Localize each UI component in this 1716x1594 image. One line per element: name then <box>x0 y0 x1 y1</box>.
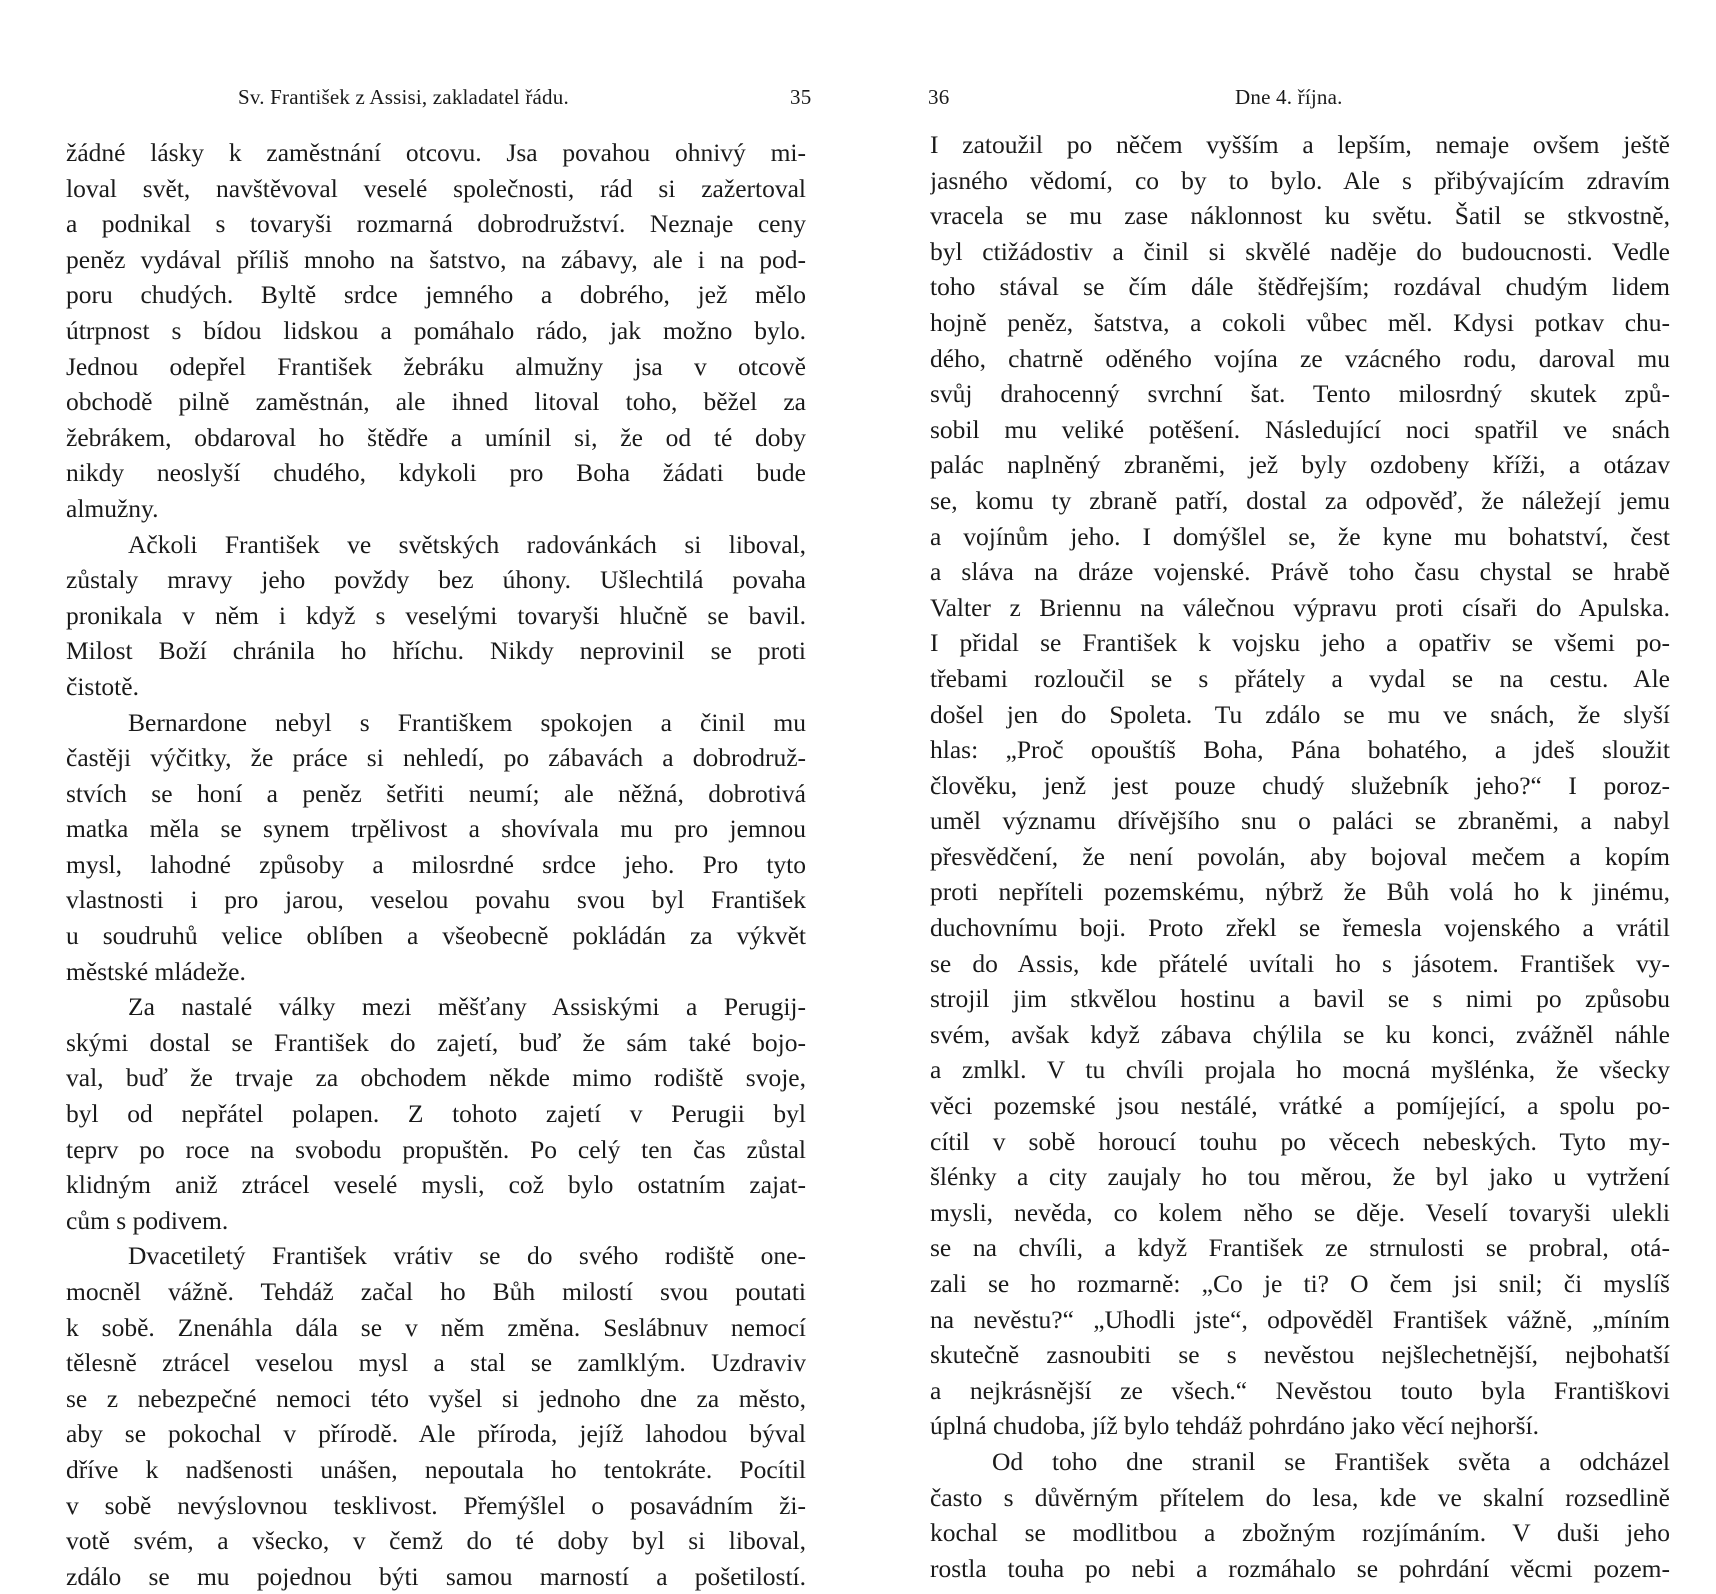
text-line: val, buď že trvaje za obchodem někde mimo rodiště svoje, <box>66 1063 806 1093</box>
text-line: mysl, lahodné způsoby a milosrdné srdce jeho. Pro tyto <box>66 849 806 879</box>
text-line: kochal se modlitbou a zbožným rozjímáním. V duši jeho <box>930 1518 1670 1548</box>
text-line: hlas: „Proč opouštíš Boha, Pána bohatého, a jdeš sloužit <box>930 735 1670 765</box>
text-line: šlénky a city zaujaly ho tou měrou, že byl jako u vytržení <box>930 1162 1670 1192</box>
text-line: se na chvíli, a když František ze strnulosti se probral, otá- <box>930 1233 1670 1263</box>
text-line: poru chudých. Byltě srdce jemného a dobrého, jež mělo <box>66 280 806 310</box>
text-line: třebami rozloučil se s přátely a vydal se na cestu. Ale <box>930 663 1670 693</box>
text-line: peněz vydával příliš mnoho na šatstvo, na zábavy, ale i na pod- <box>66 244 806 274</box>
text-line: obchodě pilně zaměstnán, ale ihned litoval toho, běžel za <box>66 387 806 417</box>
text-line: Jednou odepřel František žebráku almužny jsa v otcově <box>66 351 806 381</box>
text-line: stvích se honí a peněz šetřiti neumí; ale něžná, dobrotivá <box>66 778 806 808</box>
text-line: čistotě. <box>66 671 139 701</box>
text-line: a vojínům jeho. I domýšlel se, že kyne mu bohatství, čest <box>930 521 1670 551</box>
text-line: palác naplněný zbraněmi, jež byly ozdobeny kříži, a otázav <box>930 450 1670 480</box>
text-line: jasného vědomí, co by to bylo. Ale s přibývajícím zdravím <box>930 165 1670 195</box>
text-line: Za nastalé války mezi měšťany Assiskými a Perugij- <box>128 992 806 1022</box>
text-line: sobil mu veliké potěšení. Následující noci spatřil ve snách <box>930 414 1670 444</box>
text-line: Ačkoli František ve světských radovánkách si liboval, <box>128 529 806 559</box>
text-line: I přidal se František k vojsku jeho a opatřiv se všemi po- <box>930 628 1670 658</box>
text-line: proti nepříteli pozemskému, nýbrž že Bůh volá ho k jinému, <box>930 877 1670 907</box>
text-line: uměl významu dřívějšího snu o paláci se zbraněmi, a nabyl <box>930 806 1670 836</box>
right-page <box>858 0 1716 1583</box>
text-line: úplná chudoba, jíž bylo tehdáž pohrdáno jako věcí nejhorší. <box>930 1411 1539 1441</box>
text-line: zali se ho rozmarně: „Co je ti? O čem jsi snil; či myslíš <box>930 1269 1670 1298</box>
text-line: věci pozemské jsou nestálé, vrátké a pomíjející, a spolu po- <box>930 1091 1670 1121</box>
text-line: Od toho dne stranil se František světa a odcházel <box>992 1446 1670 1476</box>
left-page <box>0 0 858 1591</box>
text-line: mocněl vážně. Tehdáž začal ho Bůh milostí svou poutati <box>66 1277 806 1306</box>
text-line: útrpnost s bídou lidskou a pomáhalo rádo, jak možno bylo. <box>66 315 806 345</box>
text-line: a podnikal s tovaryši rozmarná dobrodružství. Neznaje ceny <box>66 209 806 239</box>
page-number: 36 <box>928 85 950 109</box>
text-line: žádné lásky k zaměstnání otcovu. Jsa povahou ohnivý mi- <box>66 138 806 167</box>
text-line: zůstaly mravy jeho povždy bez úhony. Ušlechtilá povaha <box>66 565 806 595</box>
text-line: k sobě. Znenáhla dála se v něm změna. Seslábnuv nemocí <box>66 1312 806 1342</box>
running-head-title: Dne 4. října. <box>1235 85 1343 109</box>
text-line: vlastnosti i pro jarou, veselou povahu svou byl František <box>66 885 806 915</box>
text-line: nikdy neoslyší chudého, kdykoli pro Boha žádati bude <box>66 458 806 488</box>
text-line: svém, avšak když zábava chýlila se ku konci, zvážněl náhle <box>930 1019 1670 1049</box>
text-line: aby se pokochal v přírodě. Ale příroda, jejíž lahodou býval <box>66 1419 806 1449</box>
text-line: se do Assis, kde přátelé uvítali ho s jásotem. František vy- <box>930 948 1670 978</box>
text-line: dého, chatrně oděného vojína ze vzácného rodu, daroval mu <box>930 343 1670 373</box>
text-column <box>930 127 1670 1586</box>
text-line: cítil v sobě horoucí touhu po věcech nebeských. Tyto my- <box>930 1126 1670 1156</box>
text-line: a zmlkl. V tu chvíli projala ho mocná myšlénka, že všecky <box>930 1055 1670 1085</box>
text-line: skými dostal se František do zajetí, buď že sám také bojo- <box>66 1027 806 1057</box>
text-line: u soudruhů velice oblíben a všeobecně pokládán za výkvět <box>66 921 806 951</box>
text-line: dříve k nadšenosti unášen, nepoutala ho tentokráte. Pocítil <box>66 1454 806 1484</box>
text-line: městské mládeže. <box>66 956 246 986</box>
text-line: přesvědčení, že není povolán, aby bojoval mečem a kopím <box>930 841 1670 871</box>
text-line: se z nebezpečné nemoci této vyšel si jednoho dne za město, <box>66 1383 806 1413</box>
text-line: mysli, nevěda, co kolem něho se děje. Veselí tovaryši ulekli <box>930 1197 1670 1227</box>
text-line: almužny. <box>66 493 159 523</box>
text-line: byl od nepřátel polapen. Z tohoto zajetí v Perugii byl <box>66 1099 806 1129</box>
text-line: v sobě nevýslovnou tesklivost. Přemýšlel o posavádním ži- <box>66 1490 806 1520</box>
text-line: vracela se mu zase náklonnost ku světu. Šatil se stkvostně, <box>930 201 1670 231</box>
text-line: strojil jim stkvělou hostinu a bavil se s nimi po způsobu <box>930 984 1670 1014</box>
text-line: duchovnímu boji. Proto zřekl se řemesla vojenského a vrátil <box>930 913 1670 943</box>
text-line: tělesně ztrácel veselou mysl a stal se zamlklým. Uzdraviv <box>66 1348 806 1378</box>
text-line: skutečně zasnoubiti se s nevěstou nejšlechetnější, nejbohatší <box>930 1340 1670 1370</box>
text-line: matka měla se synem trpělivost a shovívala mu pro jemnou <box>66 814 806 844</box>
text-line: byl ctižádostiv a činil si skvělé naděje do budoucnosti. Vedle <box>930 236 1670 266</box>
text-line: votě svém, a všecko, v čemž do té doby byl si liboval, <box>66 1526 806 1556</box>
text-line: cům s podivem. <box>66 1205 229 1235</box>
text-line: Milost Boží chránila ho hříchu. Nikdy neprovinil se proti <box>66 636 806 666</box>
text-line: I zatoužil po něčem vyšším a lepším, nemaje ovšem ještě <box>930 130 1670 159</box>
text-line: a nejkrásnější ze všech.“ Nevěstou touto byla Františkovi <box>930 1375 1670 1405</box>
text-line: častěji výčitky, že práce si nehledí, po zábavách a dobrodruž- <box>66 743 806 773</box>
running-head-title: Sv. František z Assisi, zakladatel řádu. <box>238 85 569 109</box>
text-line: často s důvěrným přítelem do lesa, kde ve skalní rozsedlině <box>930 1482 1670 1512</box>
text-line: Valter z Briennu na válečnou výpravu proti císaři do Apulska. <box>930 592 1670 622</box>
text-line: Dvacetiletý František vrátiv se do svého rodiště one- <box>128 1241 806 1271</box>
text-line: člověku, jenž jest pouze chudý služebník jeho?“ I poroz- <box>930 770 1670 800</box>
text-line: rostla touha po nebi a rozmáhalo se pohrdání věcmi pozem- <box>930 1553 1670 1583</box>
text-line: hojně peněz, šatstva, a cokoli vůbec měl. Kdysi potkav chu- <box>930 307 1670 337</box>
text-line: žebrákem, obdaroval ho štědře a umínil si, že od té doby <box>66 422 806 452</box>
text-line: pronikala v něm i když s veselými tovaryši hlučně se bavil. <box>66 600 806 630</box>
text-line: a sláva na dráze vojenské. Právě toho času chystal se hrabě <box>930 557 1670 587</box>
text-line: klidným aniž ztrácel veselé mysli, což bylo ostatním zajat- <box>66 1170 806 1200</box>
text-line: na nevěstu?“ „Uhodli jste“, odpověděl František vážně, „míním <box>930 1304 1670 1334</box>
text-column <box>66 135 806 1594</box>
text-line: se, komu ty zbraně patří, dostal za odpověď, že náležejí jemu <box>930 485 1670 515</box>
text-line: loval svět, navštěvoval veselé společnosti, rád si zažertoval <box>66 173 806 203</box>
text-line: toho stával se čím dále štědřejším; rozdával chudým lidem <box>930 272 1670 302</box>
text-line: došel jen do Spoleta. Tu zdálo se mu ve snách, že slyší <box>930 699 1670 729</box>
page-number: 35 <box>790 85 812 109</box>
text-line: svůj drahocenný svrchní šat. Tento milosrdný skutek způ- <box>930 379 1670 409</box>
text-line: teprv po roce na svobodu propuštěn. Po celý ten čas zůstal <box>66 1134 806 1164</box>
text-line: Bernardone nebyl s Františkem spokojen a činil mu <box>128 707 806 737</box>
text-line: zdálo se mu pojednou býti samou marností a pošetilostí. <box>66 1561 806 1591</box>
